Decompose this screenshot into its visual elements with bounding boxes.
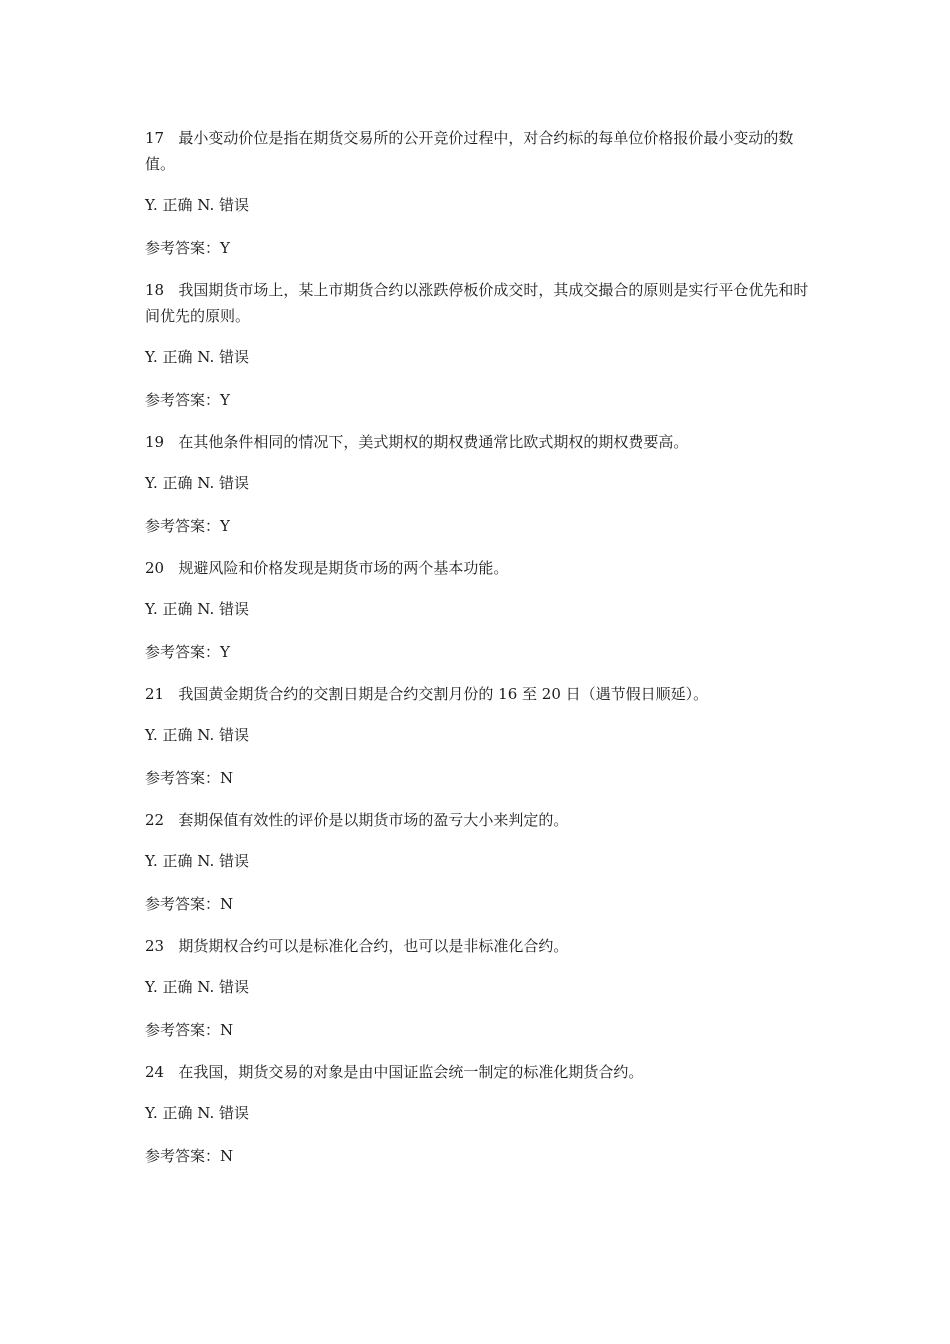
question-options: Y. 正确 N. 错误 [145, 196, 249, 214]
question-text [145, 277, 810, 329]
question-answer: 参考答案：Y [145, 239, 230, 257]
question-item [145, 807, 810, 917]
question-number: 18 [145, 281, 165, 299]
question-answer: 参考答案：N [145, 1021, 234, 1039]
question-number: 21 [145, 685, 165, 703]
question-options: Y. 正确 N. 错误 [145, 852, 249, 870]
question-text [145, 1059, 810, 1085]
question-options: Y. 正确 N. 错误 [145, 1104, 249, 1122]
question-options: Y. 正确 N. 错误 [145, 600, 249, 618]
question-item [145, 277, 810, 413]
question-item [145, 555, 810, 665]
question-number: 19 [145, 433, 165, 451]
question-text [145, 933, 810, 959]
question-number: 17 [145, 129, 165, 147]
question-text [145, 681, 810, 707]
question-options: Y. 正确 N. 错误 [145, 348, 249, 366]
question-options: Y. 正确 N. 错误 [145, 474, 249, 492]
question-body: 我国黄金期货合约的交割日期是合约交割月份的 16 至 20 日（遇节假日顺延）。 [178, 685, 709, 703]
question-text [145, 807, 810, 833]
question-text [145, 429, 810, 455]
question-options: Y. 正确 N. 错误 [145, 978, 249, 996]
question-item [145, 1059, 810, 1169]
question-number: 24 [145, 1063, 165, 1081]
question-body: 规避风险和价格发现是期货市场的两个基本功能。 [178, 559, 509, 577]
question-list [145, 125, 810, 1185]
question-body: 我国期货市场上，某上市期货合约以涨跌停板价成交时，其成交撮合的原则是实行平仓优先和时间优先的原则。 [145, 281, 809, 325]
question-options: Y. 正确 N. 错误 [145, 726, 249, 744]
question-text [145, 555, 810, 581]
question-body: 在其他条件相同的情况下，美式期权的期权费通常比欧式期权的期权费要高。 [178, 433, 689, 451]
question-number: 22 [145, 811, 165, 829]
question-text [145, 125, 810, 177]
question-item [145, 429, 810, 539]
question-answer: 参考答案：N [145, 895, 234, 913]
question-number: 23 [145, 937, 165, 955]
question-answer: 参考答案：N [145, 1147, 234, 1165]
question-answer: 参考答案：Y [145, 643, 230, 661]
question-item [145, 125, 810, 261]
question-body: 套期保值有效性的评价是以期货市场的盈亏大小来判定的。 [178, 811, 569, 829]
question-answer: 参考答案：Y [145, 517, 230, 535]
question-number: 20 [145, 559, 165, 577]
question-item [145, 933, 810, 1043]
question-answer: 参考答案：N [145, 769, 234, 787]
question-body: 最小变动价位是指在期货交易所的公开竞价过程中，对合约标的每单位价格报价最小变动的数值。 [145, 129, 794, 173]
question-answer: 参考答案：Y [145, 391, 230, 409]
question-body: 期货期权合约可以是标准化合约，也可以是非标准化合约。 [178, 937, 569, 955]
question-item [145, 681, 810, 791]
question-body: 在我国，期货交易的对象是由中国证监会统一制定的标准化期货合约。 [178, 1063, 644, 1081]
